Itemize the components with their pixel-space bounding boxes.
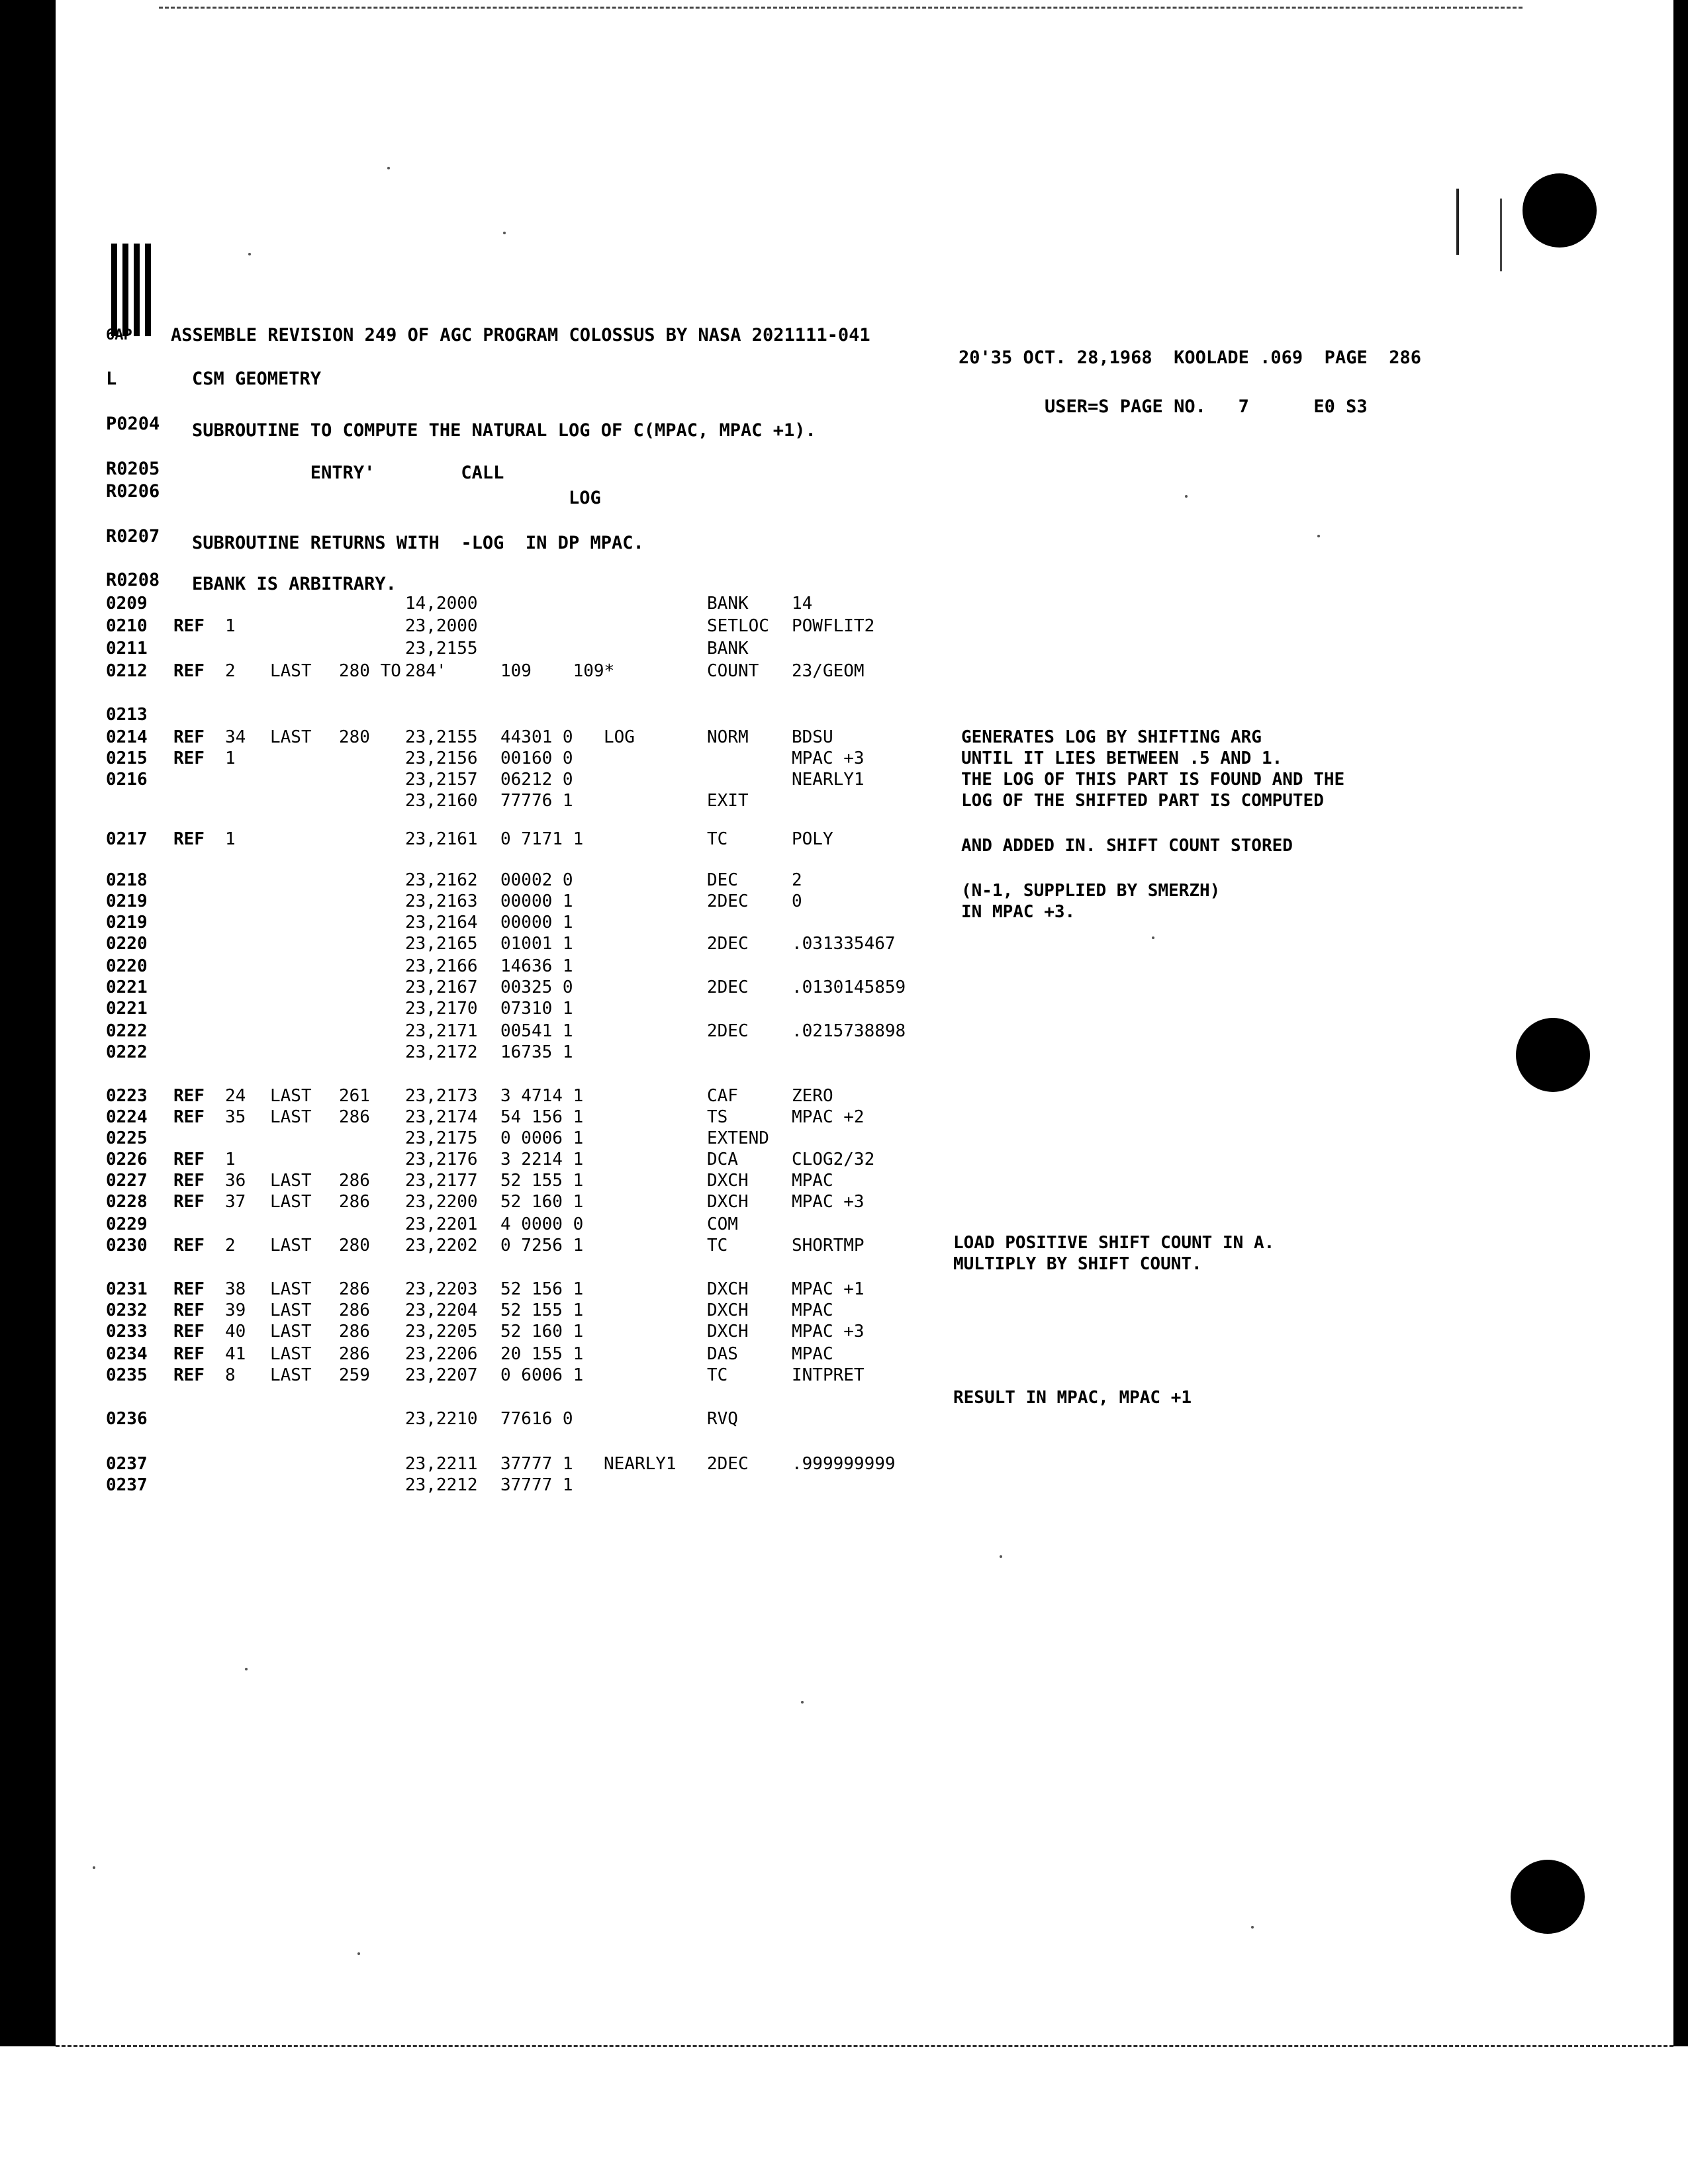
- row-last: LAST: [270, 1279, 312, 1299]
- row-ref: REF: [173, 1192, 205, 1212]
- comment-line: LOG OF THE SHIFTED PART IS COMPUTED: [961, 791, 1324, 811]
- row-addr: 23,2177: [405, 1171, 478, 1191]
- row-operand: MPAC +2: [792, 1107, 865, 1127]
- row-operand: 14: [792, 594, 813, 614]
- remark-text: SUBROUTINE TO COMPUTE THE NATURAL LOG OF C(MPAC, MPAC +1).: [192, 420, 816, 441]
- row-ref: REF: [173, 1279, 205, 1299]
- row-n: 34: [225, 727, 246, 747]
- listing-row: [0, 1279, 1688, 1300]
- row-operand: MPAC +3: [792, 1322, 865, 1342]
- row-operand: SHORTMP: [792, 1236, 865, 1255]
- remark-code: R0206: [106, 481, 160, 502]
- listing-row: [0, 1300, 1688, 1321]
- row-n: 1: [225, 616, 236, 636]
- listing-row: [0, 1235, 1688, 1256]
- row-op: EXTEND: [707, 1128, 769, 1148]
- row-num: 0234: [106, 1344, 148, 1364]
- row-num: 0227: [106, 1171, 148, 1191]
- listing-row: [0, 1408, 1688, 1430]
- listing-row: [0, 615, 1688, 637]
- row-operand: ZERO: [792, 1086, 833, 1106]
- comment-line: LOAD POSITIVE SHIFT COUNT IN A.: [953, 1233, 1275, 1253]
- listing-row: [0, 1475, 1688, 1496]
- listing-row: [0, 1191, 1688, 1212]
- row-n: 2: [225, 1236, 236, 1255]
- row-addr: 23,2155: [405, 639, 478, 659]
- row-op: BANK: [707, 594, 749, 614]
- row-operand: .031335467: [792, 934, 896, 954]
- row-oct: 07310 1: [500, 999, 573, 1019]
- listing-row: [0, 1343, 1688, 1365]
- row-last: LAST: [270, 1365, 312, 1385]
- listing-row: [0, 1128, 1688, 1149]
- row-operand: 2: [792, 870, 802, 890]
- row-lv: 261: [339, 1086, 370, 1106]
- row-oct: 06212 0: [500, 770, 573, 790]
- row-num: 0218: [106, 870, 148, 890]
- row-ref: REF: [173, 727, 205, 747]
- listing-row: [0, 1170, 1688, 1191]
- row-op: 2DEC: [707, 978, 749, 997]
- row-lv: 286: [339, 1279, 370, 1299]
- row-op: 2DEC: [707, 934, 749, 954]
- row-op: DXCH: [707, 1171, 749, 1191]
- row-num: 0237: [106, 1475, 148, 1495]
- margin-mark: [1500, 199, 1502, 271]
- row-operand: POLY: [792, 829, 833, 849]
- section-code: L: [106, 369, 117, 389]
- row-oct: 0 0006 1: [500, 1128, 584, 1148]
- row-addr: 23,2156: [405, 749, 478, 768]
- row-n: 36: [225, 1171, 246, 1191]
- row-n: 37: [225, 1192, 246, 1212]
- row-operand: 0: [792, 891, 802, 911]
- listing-row: [0, 977, 1688, 998]
- row-op: SETLOC: [707, 616, 769, 636]
- row-oct: 109 109*: [500, 661, 615, 681]
- row-op: DXCH: [707, 1279, 749, 1299]
- row-label: NEARLY1: [604, 1454, 677, 1474]
- row-n: 8: [225, 1365, 236, 1385]
- row-ref: REF: [173, 1107, 205, 1127]
- row-addr: 23,2170: [405, 999, 478, 1019]
- row-num: 0226: [106, 1150, 148, 1169]
- row-oct: 52 156 1: [500, 1279, 584, 1299]
- row-num: 0223: [106, 1086, 148, 1106]
- row-addr: 23,2166: [405, 956, 478, 976]
- row-addr: 23,2157: [405, 770, 478, 790]
- row-operand: MPAC +3: [792, 1192, 865, 1212]
- row-operand: MPAC: [792, 1300, 833, 1320]
- row-label: LOG: [604, 727, 635, 747]
- row-operand: MPAC: [792, 1171, 833, 1191]
- row-oct: 4 0000 0: [500, 1214, 584, 1234]
- row-n: 38: [225, 1279, 246, 1299]
- row-oct: 52 155 1: [500, 1171, 584, 1191]
- punch-hole-top: [1523, 173, 1597, 248]
- row-num: 0213: [106, 705, 148, 725]
- perforation-top: [159, 7, 1523, 9]
- binding-marks: [111, 244, 151, 336]
- row-addr: 23,2000: [405, 616, 478, 636]
- remark-code: R0205: [106, 459, 160, 479]
- row-op: DXCH: [707, 1300, 749, 1320]
- listing-row: [0, 593, 1688, 614]
- remark-text: ENTRY' CALL: [192, 463, 504, 483]
- row-oct: 16735 1: [500, 1042, 573, 1062]
- row-oct: 37777 1: [500, 1454, 573, 1474]
- listing-row: [0, 727, 1688, 748]
- row-addr: 23,2160: [405, 791, 478, 811]
- row-op: DEC: [707, 870, 738, 890]
- row-lv: 286: [339, 1322, 370, 1342]
- row-operand: NEARLY1: [792, 770, 865, 790]
- row-n: 2: [225, 661, 236, 681]
- listing-row: [0, 748, 1688, 769]
- row-addr: 23,2161: [405, 829, 478, 849]
- listing-row: [0, 769, 1688, 790]
- row-oct: 14636 1: [500, 956, 573, 976]
- row-num: 0217: [106, 829, 148, 849]
- listing-row: [0, 1321, 1688, 1342]
- row-lv: 286: [339, 1344, 370, 1364]
- code-mark: 6AP: [106, 327, 132, 343]
- user-page-number: USER=S PAGE NO. 7 E0 S3: [1045, 396, 1368, 417]
- listing-row: [0, 998, 1688, 1019]
- comment-line: (N-1, SUPPLIED BY SMERZH): [961, 881, 1221, 901]
- row-oct: 01001 1: [500, 934, 573, 954]
- row-addr: 23,2171: [405, 1021, 478, 1041]
- row-oct: 37777 1: [500, 1475, 573, 1495]
- row-num: 0230: [106, 1236, 148, 1255]
- row-operand: .0215738898: [792, 1021, 906, 1041]
- row-last: LAST: [270, 727, 312, 747]
- row-oct: 00000 1: [500, 913, 573, 933]
- row-op: 2DEC: [707, 1021, 749, 1041]
- listing-timestamp: 20'35 OCT. 28,1968 KOOLADE .069 PAGE 286: [959, 347, 1421, 368]
- row-addr: 23,2207: [405, 1365, 478, 1385]
- row-op: NORM: [707, 727, 749, 747]
- row-op: TC: [707, 1365, 728, 1385]
- row-num: 0219: [106, 891, 148, 911]
- row-num: 0215: [106, 749, 148, 768]
- row-n: 1: [225, 749, 236, 768]
- row-op: COM: [707, 1214, 738, 1234]
- row-operand: .0130145859: [792, 978, 906, 997]
- row-oct: 0 7171 1: [500, 829, 584, 849]
- comment-line: AND ADDED IN. SHIFT COUNT STORED: [961, 836, 1293, 856]
- row-oct: 00325 0: [500, 978, 573, 997]
- row-num: 0233: [106, 1322, 148, 1342]
- row-addr: 23,2167: [405, 978, 478, 997]
- row-op: BANK: [707, 639, 749, 659]
- row-oct: 20 155 1: [500, 1344, 584, 1364]
- comment-line: RESULT IN MPAC, MPAC +1: [953, 1388, 1192, 1408]
- row-ref: REF: [173, 1322, 205, 1342]
- row-addr: 23,2212: [405, 1475, 478, 1495]
- row-n: 39: [225, 1300, 246, 1320]
- listing-row: [0, 1214, 1688, 1235]
- row-addr: 23,2201: [405, 1214, 478, 1234]
- row-oct: 00002 0: [500, 870, 573, 890]
- row-operand: POWFLIT2: [792, 616, 875, 636]
- row-ref: REF: [173, 829, 205, 849]
- row-num: 0232: [106, 1300, 148, 1320]
- row-addr: 23,2173: [405, 1086, 478, 1106]
- row-op: DCA: [707, 1150, 738, 1169]
- row-addr: 23,2210: [405, 1409, 478, 1429]
- section-title: CSM GEOMETRY: [192, 369, 322, 389]
- row-num: 0231: [106, 1279, 148, 1299]
- row-op: RVQ: [707, 1409, 738, 1429]
- margin-mark: [1456, 189, 1459, 255]
- listing-row: [0, 956, 1688, 977]
- listing-row: [0, 638, 1688, 659]
- row-n: 41: [225, 1344, 246, 1364]
- comment-line: GENERATES LOG BY SHIFTING ARG: [961, 727, 1262, 747]
- row-addr: 23,2205: [405, 1322, 478, 1342]
- remark-code: R0208: [106, 570, 160, 590]
- row-addr: 14,2000: [405, 594, 478, 614]
- listing-row: [0, 933, 1688, 954]
- listing-row: [0, 912, 1688, 933]
- row-num: 0211: [106, 639, 148, 659]
- listing-row: [0, 870, 1688, 891]
- row-num: 0210: [106, 616, 148, 636]
- row-num: 0212: [106, 661, 148, 681]
- row-n: 1: [225, 829, 236, 849]
- row-num: 0209: [106, 594, 148, 614]
- row-addr: 23,2176: [405, 1150, 478, 1169]
- listing-row: [0, 1365, 1688, 1386]
- row-addr: 23,2175: [405, 1128, 478, 1148]
- row-addr: 23,2155: [405, 727, 478, 747]
- row-op: 2DEC: [707, 1454, 749, 1474]
- row-op: DXCH: [707, 1192, 749, 1212]
- listing-row: [0, 1107, 1688, 1128]
- listing-row: [0, 660, 1688, 682]
- row-lv: 286: [339, 1107, 370, 1127]
- row-addr: 23,2200: [405, 1192, 478, 1212]
- row-ref: REF: [173, 1171, 205, 1191]
- row-num: 0222: [106, 1021, 148, 1041]
- remark-text: SUBROUTINE RETURNS WITH -LOG IN DP MPAC.: [192, 533, 644, 553]
- row-addr: 23,2211: [405, 1454, 478, 1474]
- row-operand: CLOG2/32: [792, 1150, 875, 1169]
- row-addr: 23,2162: [405, 870, 478, 890]
- row-oct: 54 156 1: [500, 1107, 584, 1127]
- row-ref: REF: [173, 1344, 205, 1364]
- bottom-margin: [0, 2048, 1688, 2184]
- listing-row: [0, 1042, 1688, 1063]
- row-ref: REF: [173, 661, 205, 681]
- row-lv: 286: [339, 1300, 370, 1320]
- remark-text: LOG: [192, 488, 601, 508]
- row-addr: 23,2202: [405, 1236, 478, 1255]
- row-oct: 00000 1: [500, 891, 573, 911]
- row-num: 0228: [106, 1192, 148, 1212]
- row-last: LAST: [270, 1107, 312, 1127]
- row-oct: 52 155 1: [500, 1300, 584, 1320]
- row-lv: 280 TO: [339, 661, 401, 681]
- row-last: LAST: [270, 1192, 312, 1212]
- row-oct: 77776 1: [500, 791, 573, 811]
- row-n: 1: [225, 1150, 236, 1169]
- row-last: LAST: [270, 1322, 312, 1342]
- listing-title: ASSEMBLE REVISION 249 OF AGC PROGRAM COLOSSUS BY NASA 2021111-041: [171, 325, 870, 345]
- row-last: LAST: [270, 1236, 312, 1255]
- row-last: LAST: [270, 1344, 312, 1364]
- row-last: LAST: [270, 661, 312, 681]
- listing-row: [0, 891, 1688, 912]
- row-operand: INTPRET: [792, 1365, 865, 1385]
- row-ref: REF: [173, 749, 205, 768]
- row-addr: 23,2204: [405, 1300, 478, 1320]
- row-operand: .999999999: [792, 1454, 896, 1474]
- row-oct: 3 2214 1: [500, 1150, 584, 1169]
- comment-line: UNTIL IT LIES BETWEEN .5 AND 1.: [961, 749, 1283, 768]
- row-op: EXIT: [707, 791, 749, 811]
- row-num: 0221: [106, 999, 148, 1019]
- row-num: 0214: [106, 727, 148, 747]
- row-op: TS: [707, 1107, 728, 1127]
- row-addr: 23,2174: [405, 1107, 478, 1127]
- row-op: TC: [707, 829, 728, 849]
- row-ref: REF: [173, 616, 205, 636]
- row-operand: MPAC +3: [792, 749, 865, 768]
- row-n: 40: [225, 1322, 246, 1342]
- listing-row: [0, 704, 1688, 725]
- row-operand: BDSU: [792, 727, 833, 747]
- row-num: 0237: [106, 1454, 148, 1474]
- row-num: 0236: [106, 1409, 148, 1429]
- row-oct: 52 160 1: [500, 1192, 584, 1212]
- row-lv: 280: [339, 1236, 370, 1255]
- row-oct: 0 7256 1: [500, 1236, 584, 1255]
- row-op: CAF: [707, 1086, 738, 1106]
- remark-code: R0207: [106, 526, 160, 547]
- remark-text: EBANK IS ARBITRARY.: [192, 574, 397, 594]
- row-num: 0235: [106, 1365, 148, 1385]
- row-last: LAST: [270, 1171, 312, 1191]
- row-lv: 286: [339, 1171, 370, 1191]
- row-op: DAS: [707, 1344, 738, 1364]
- row-ref: REF: [173, 1236, 205, 1255]
- row-addr: 284': [405, 661, 447, 681]
- comment-line: MULTIPLY BY SHIFT COUNT.: [953, 1254, 1202, 1274]
- row-oct: 00541 1: [500, 1021, 573, 1041]
- row-oct: 00160 0: [500, 749, 573, 768]
- row-operand: MPAC +1: [792, 1279, 865, 1299]
- row-operand: 23/GEOM: [792, 661, 865, 681]
- row-num: 0229: [106, 1214, 148, 1234]
- row-op: COUNT: [707, 661, 759, 681]
- listing-row: [0, 1085, 1688, 1107]
- row-operand: MPAC: [792, 1344, 833, 1364]
- row-num: 0219: [106, 913, 148, 933]
- row-ref: REF: [173, 1086, 205, 1106]
- row-lv: 259: [339, 1365, 370, 1385]
- row-num: 0225: [106, 1128, 148, 1148]
- row-ref: REF: [173, 1300, 205, 1320]
- row-oct: 3 4714 1: [500, 1086, 584, 1106]
- row-num: 0220: [106, 956, 148, 976]
- row-last: LAST: [270, 1086, 312, 1106]
- listing-row: [0, 1453, 1688, 1475]
- row-num: 0222: [106, 1042, 148, 1062]
- punch-hole-bottom: [1511, 1860, 1585, 1934]
- comment-line: THE LOG OF THIS PART IS FOUND AND THE: [961, 770, 1345, 790]
- remark-code: P0204: [106, 414, 160, 434]
- row-addr: 23,2165: [405, 934, 478, 954]
- row-num: 0216: [106, 770, 148, 790]
- row-lv: 280: [339, 727, 370, 747]
- row-num: 0224: [106, 1107, 148, 1127]
- row-ref: REF: [173, 1150, 205, 1169]
- row-oct: 77616 0: [500, 1409, 573, 1429]
- row-addr: 23,2203: [405, 1279, 478, 1299]
- row-addr: 23,2163: [405, 891, 478, 911]
- row-oct: 52 160 1: [500, 1322, 584, 1342]
- row-op: TC: [707, 1236, 728, 1255]
- row-n: 24: [225, 1086, 246, 1106]
- row-addr: 23,2172: [405, 1042, 478, 1062]
- row-n: 35: [225, 1107, 246, 1127]
- row-num: 0221: [106, 978, 148, 997]
- listing-row: [0, 1021, 1688, 1042]
- listing-row: [0, 829, 1688, 850]
- row-ref: REF: [173, 1365, 205, 1385]
- row-addr: 23,2164: [405, 913, 478, 933]
- row-op: 2DEC: [707, 891, 749, 911]
- row-addr: 23,2206: [405, 1344, 478, 1364]
- row-last: LAST: [270, 1300, 312, 1320]
- row-lv: 286: [339, 1192, 370, 1212]
- row-op: DXCH: [707, 1322, 749, 1342]
- perforation-bottom: [56, 2045, 1673, 2047]
- row-oct: 44301 0: [500, 727, 573, 747]
- row-num: 0220: [106, 934, 148, 954]
- listing-row: [0, 790, 1688, 811]
- listing-row: [0, 1149, 1688, 1170]
- row-oct: 0 6006 1: [500, 1365, 584, 1385]
- comment-line: IN MPAC +3.: [961, 902, 1076, 922]
